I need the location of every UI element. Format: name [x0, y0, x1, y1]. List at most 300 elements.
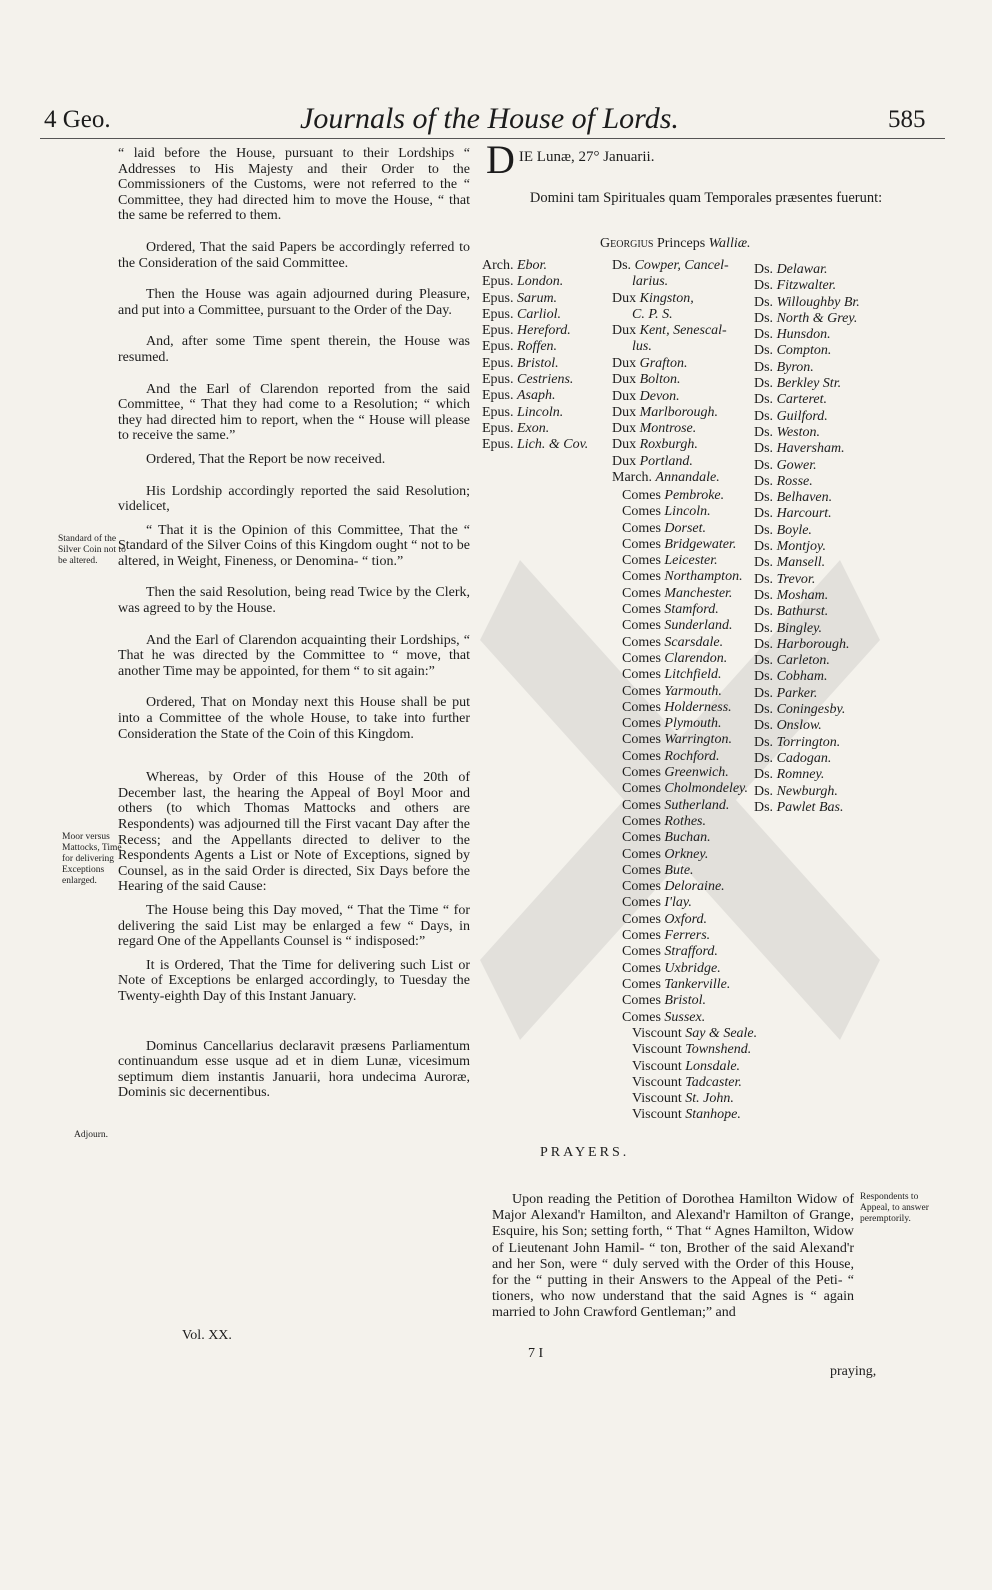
roll-entry	[622, 602, 748, 618]
rank-title: Epus.	[482, 388, 514, 404]
roll-entry	[622, 521, 748, 537]
rank-title: Comes	[622, 797, 661, 813]
roll-entry	[754, 474, 860, 490]
peer-name: Sarum.	[517, 290, 558, 306]
rank-title: Ds.	[754, 490, 774, 506]
roll-entry	[622, 488, 748, 504]
rank-title: Ds.	[754, 750, 774, 766]
rank-title: Epus.	[482, 274, 514, 290]
peer-name: Sunderland.	[664, 618, 733, 634]
paragraph: Ordered, That the said Papers be accordingly referred to the Consideration of the said Committee.	[118, 239, 470, 271]
peer-name: Romney.	[776, 767, 825, 783]
peer-name: Oxford.	[664, 911, 708, 927]
header-regnal: 4 Geo.	[44, 106, 111, 133]
rank-title: Comes	[622, 683, 661, 699]
margin-note-standard: Standard of the Silver Coin not to be altered.	[58, 534, 126, 566]
lords-present-heading: Domini tam Spirituales quam Temporales præsentes fuerunt:	[529, 190, 883, 206]
rank-title: Ds.	[754, 799, 774, 815]
rank-title: Ds.	[754, 539, 774, 555]
rank-title: Comes	[622, 585, 661, 601]
roll-entry	[622, 553, 748, 569]
roll-entry	[622, 798, 748, 814]
roll-entry	[482, 372, 588, 388]
rank-title: Ds.	[612, 258, 632, 273]
roll-entry	[482, 274, 588, 290]
peer-name: Roffen.	[517, 339, 558, 355]
peer-name: Portland.	[639, 453, 693, 469]
peer-name: Haversham.	[776, 441, 845, 457]
roll-entry	[612, 258, 729, 274]
roll-entry	[754, 343, 860, 359]
peer-name: Fitzwalter.	[776, 278, 837, 294]
rank-title: Comes	[622, 846, 661, 862]
signature-mark: 7 I	[528, 1346, 544, 1361]
roll-entry	[482, 356, 588, 372]
rank-title: March.	[612, 470, 653, 486]
bishops-list	[482, 258, 588, 454]
roll-entry	[632, 1091, 757, 1107]
rank-title: Comes	[622, 944, 661, 960]
rank-title: Comes	[622, 618, 661, 634]
rank-title: Ds.	[754, 457, 774, 473]
paragraph: His Lordship accordingly reported the said Resolution; videlicet,	[118, 483, 470, 515]
rank-title: Ds.	[754, 587, 774, 603]
rank-title: Dux	[612, 453, 637, 469]
roll-entry	[754, 392, 860, 408]
rank-title: Epus.	[482, 290, 514, 306]
rank-title: Comes	[622, 699, 661, 715]
roll-entry	[754, 458, 860, 474]
roll-entry	[612, 291, 729, 307]
roll-entry	[612, 274, 729, 290]
peer-name: Hunsdon.	[776, 327, 831, 343]
roll-entry	[612, 454, 720, 470]
viscounts-list	[632, 1026, 757, 1124]
rank-title: Ds.	[754, 685, 774, 701]
roll-entry	[754, 588, 860, 604]
paragraph: Then the said Resolution, being read Twice by the Clerk, was agreed to by the House.	[118, 585, 470, 617]
peer-name: Stamford.	[664, 602, 719, 618]
rank-title: Ds.	[754, 359, 774, 375]
rank-title: Dux	[612, 356, 637, 371]
peer-name: Carteret.	[776, 392, 827, 408]
margin-note-moor: Moor versus Mattocks, Time for delivering Exceptions enlarged.	[62, 832, 122, 886]
roll-entry	[754, 539, 860, 555]
roll-entry	[622, 863, 748, 879]
roll-entry	[622, 977, 748, 993]
roll-entry	[622, 504, 748, 520]
roll-entry	[754, 262, 860, 278]
rank-title: Epus.	[482, 339, 514, 355]
roll-entry	[622, 944, 748, 960]
roll-entry	[632, 1075, 757, 1091]
roll-entry	[632, 1026, 757, 1042]
roll-entry	[622, 635, 748, 651]
left-column	[118, 146, 470, 1117]
roll-entry	[754, 686, 860, 702]
peer-name: Sussex.	[664, 1009, 706, 1025]
rank-title: Comes	[622, 960, 661, 976]
peer-name: Harborough.	[776, 636, 850, 652]
peer-name: Deloraine.	[664, 879, 725, 895]
rank-title: Ds.	[754, 327, 774, 343]
roll-entry	[754, 311, 860, 327]
rank-title: Ds.	[754, 653, 774, 669]
roll-entry	[754, 669, 860, 685]
margin-note-adjourn: Adjourn.	[74, 1130, 109, 1140]
rank-title: Ds.	[754, 424, 774, 440]
rank-title: Comes	[622, 520, 661, 536]
rank-title: Arch.	[482, 258, 514, 273]
peer-name: Tankerville.	[664, 976, 731, 992]
roll-entry	[622, 586, 748, 602]
peer-name: Northampton.	[664, 569, 743, 585]
paragraph: Dominus Cancellarius declaravit præsens Parliamentum continuandum esse usque ad et in diem Lunæ, vicesimum septimum diem instantis Januarii, hora undecima Auroræ, Dominis sic decernentibus.	[118, 1038, 470, 1101]
peer-name: Orkney.	[664, 846, 709, 862]
peer-name: Belhaven.	[776, 490, 833, 506]
rank-title: Viscount	[632, 1042, 682, 1058]
rank-title: Comes	[622, 748, 661, 764]
roll-entry	[612, 470, 720, 486]
peer-name: Say & Seale.	[685, 1026, 758, 1041]
peer-name: Mosham.	[776, 587, 829, 603]
roll-entry	[754, 784, 860, 800]
paragraph: Whereas, by Order of this House of the 20th of December last, the hearing the Appeal of Boyl Moor and others (to which Thomas Mattocks and others are Respondents) was adjourned till the First vacant Day after the Recess; and the Appellants directed to deliver to the Respondents Agents a List or Note of Exceptions, signed by Counsel, as in the said Order is directed, Six Days before the Hearing of the said Cause:	[118, 770, 470, 895]
paragraph: “ That it is the Opinion of this Committee, That the “ Standard of the Silver Coins of this Kingdom ought “ not to be altered, in Weight, Fineness, or Denomina- “ tion.”	[118, 522, 470, 569]
sitting-heading	[486, 137, 926, 182]
peer-name: Ferrers.	[664, 928, 711, 944]
peer-name: Townshend.	[685, 1042, 752, 1058]
peer-name: Cowper, Cancel-	[634, 258, 729, 273]
peer-name: Coningesby.	[776, 702, 846, 718]
roll-entry	[754, 718, 860, 734]
roll-entry	[632, 1059, 757, 1075]
rank-title: Epus.	[482, 437, 514, 453]
catchword: praying,	[830, 1364, 877, 1379]
rank-title: Ds.	[754, 620, 774, 636]
roll-entry	[754, 702, 860, 718]
rank-title: Comes	[622, 569, 661, 585]
rank-title: Dux	[612, 421, 637, 437]
rank-title: Comes	[622, 781, 661, 797]
roll-entry	[622, 814, 748, 830]
peer-name: Cadogan.	[776, 750, 832, 766]
rank-title: Ds.	[754, 408, 774, 424]
peer-name: Bingley.	[776, 620, 823, 636]
roll-entry	[622, 928, 748, 944]
roll-entry	[622, 847, 748, 863]
peer-name: Montrose.	[639, 421, 697, 437]
rank-title: Viscount	[632, 1058, 682, 1074]
peer-name: Bathurst.	[776, 604, 829, 620]
peer-name: Bridgewater.	[664, 536, 737, 552]
roll-entry	[754, 441, 860, 457]
roll-entry	[632, 1042, 757, 1058]
paragraph: And, after some Time spent therein, the House was resumed.	[118, 334, 470, 365]
rank-title: Ds.	[754, 571, 774, 587]
roll-entry	[622, 879, 748, 895]
rank-title: Dux	[612, 437, 637, 453]
rank-title: Comes	[622, 830, 661, 846]
rank-title: Comes	[622, 993, 661, 1009]
peer-name: Dorset.	[664, 520, 707, 536]
peer-name: Cholmondeley.	[664, 781, 748, 797]
peer-name: Bute.	[664, 862, 694, 878]
rank-title: Dux	[612, 388, 637, 404]
peer-name: C. P. S.	[632, 306, 673, 322]
barons-list	[754, 262, 860, 816]
peer-name: Bristol.	[517, 355, 559, 371]
rank-title: Ds.	[754, 604, 774, 620]
roll-entry	[482, 307, 588, 323]
peer-name: Berkley Str.	[776, 376, 842, 392]
roll-entry	[622, 667, 748, 683]
peer-name: Mansell.	[776, 555, 826, 571]
peer-name: Cobham.	[776, 669, 828, 685]
roll-entry	[622, 684, 748, 700]
rank-title: Comes	[622, 536, 661, 552]
rank-title: Comes	[622, 879, 661, 895]
roll-entry	[612, 437, 720, 453]
margin-note-respondents: Respondents to Appeal, to answer peremptorily.	[860, 1192, 929, 1224]
roll-entry	[482, 291, 588, 307]
rank-title: Ds.	[754, 522, 774, 538]
rank-title: Ds.	[754, 376, 774, 392]
peer-name: Bolton.	[639, 372, 681, 388]
rank-title: Dux	[612, 404, 637, 420]
peer-name: Rothes.	[664, 813, 706, 829]
roll-entry	[622, 537, 748, 553]
peer-name: Montjoy.	[776, 539, 826, 555]
peer-name: Buchan.	[664, 830, 711, 846]
roll-entry	[482, 258, 588, 274]
peer-name: Devon.	[639, 388, 680, 404]
roll-entry	[482, 339, 588, 355]
roll-entry	[622, 765, 748, 781]
paragraph: Ordered, That on Monday next this House shall be put into a Committee of the whole House, to take into further Consideration the State of the Coin of this Kingdom.	[118, 695, 470, 742]
roll-entry	[612, 307, 729, 323]
rank-title: Ds.	[754, 506, 774, 522]
peer-name: larius.	[632, 274, 669, 290]
peer-name: Trevor.	[776, 571, 816, 587]
peer-name: Roxburgh.	[639, 437, 698, 453]
roll-entry	[754, 621, 860, 637]
peer-name: Sutherland.	[664, 797, 730, 813]
peer-name: Rosse.	[776, 473, 813, 489]
peer-name: Torrington.	[776, 734, 841, 750]
rank-title: Comes	[622, 862, 661, 878]
roll-entry	[482, 323, 588, 339]
peer-name: Delawar.	[776, 262, 828, 277]
roll-entry	[754, 653, 860, 669]
paragraph: The House being this Day moved, “ That the Time “ for delivering the said List may be enlarged a few “ Days, in regard One of the Appellants Counsel is “ indisposed:”	[118, 902, 470, 950]
rank-title: Epus.	[482, 404, 514, 420]
peer-name: Scarsdale.	[664, 634, 724, 650]
peer-name: Carleton.	[776, 653, 830, 669]
rank-title: Comes	[622, 895, 661, 911]
roll-entry	[632, 1107, 757, 1123]
peer-name: Guilford.	[776, 408, 828, 424]
paragraph: Then the House was again adjourned during Pleasure, and put into a Committee, pursuant to the Order of the Day.	[118, 287, 470, 318]
roll-entry	[754, 376, 860, 392]
peer-name: Lonsdale.	[685, 1058, 741, 1074]
rank-title: Dux	[612, 323, 637, 339]
dukes-list	[612, 356, 720, 486]
peer-name: Harcourt.	[776, 506, 832, 522]
rank-title: Comes	[622, 1009, 661, 1025]
roll-entry	[482, 405, 588, 421]
rank-title: Comes	[622, 716, 661, 732]
roll-entry	[622, 830, 748, 846]
peer-name: Willoughby Br.	[776, 294, 860, 310]
roll-entry	[754, 490, 860, 506]
rank-title: Epus.	[482, 323, 514, 339]
peer-name: Hereford.	[517, 323, 571, 339]
drop-cap: D	[486, 137, 515, 182]
peer-name: Newburgh.	[776, 783, 838, 799]
roll-entry	[622, 569, 748, 585]
peer-name: Onslow.	[776, 718, 822, 734]
roll-entry	[612, 339, 729, 355]
roll-entry	[622, 749, 748, 765]
rank-title: Ds.	[754, 669, 774, 685]
roll-entry	[622, 781, 748, 797]
rank-title: Comes	[622, 504, 661, 520]
page-number: 585	[888, 106, 926, 133]
rank-title: Epus.	[482, 355, 514, 371]
peer-name: Strafford.	[664, 944, 718, 960]
peer-name: Leicester.	[664, 553, 718, 569]
roll-entry	[754, 425, 860, 441]
peer-name: Holderness.	[664, 699, 732, 715]
volume-label: Vol. XX.	[182, 1328, 232, 1343]
roll-entry	[754, 751, 860, 767]
header-title: Journals of the House of Lords.	[300, 102, 679, 135]
roll-entry	[612, 389, 720, 405]
peer-name: Cestriens.	[517, 372, 574, 388]
peer-name: Plymouth.	[664, 716, 722, 732]
peer-name: London.	[517, 274, 564, 290]
peer-name: Gower.	[776, 457, 817, 473]
rank-title: Comes	[622, 928, 661, 944]
peer-name: Weston.	[776, 424, 820, 440]
rank-title: Comes	[622, 634, 661, 650]
peer-name: I'lay.	[664, 895, 692, 911]
rank-title: Comes	[622, 488, 661, 503]
rank-title: Comes	[622, 813, 661, 829]
rank-title: Ds.	[754, 636, 774, 652]
rank-title: Comes	[622, 553, 661, 569]
roll-entry	[754, 523, 860, 539]
paragraph: And the Earl of Clarendon reported from the said Committee, “ That they had come to a Resolution; “ which they had directed him to report, when the “ House will please to receive the same.”	[118, 381, 470, 444]
roll-entry	[622, 700, 748, 716]
roll-entry	[754, 800, 860, 816]
officers-list	[612, 258, 729, 356]
roll-entry	[612, 421, 720, 437]
prayers-heading: PRAYERS.	[540, 1145, 630, 1160]
roll-entry	[754, 278, 860, 294]
peer-name: Annandale.	[655, 470, 720, 486]
rank-title: Comes	[622, 732, 661, 748]
peer-name: St. John.	[685, 1091, 734, 1107]
peer-name: Boyle.	[776, 522, 812, 538]
rank-title: Ds.	[754, 473, 774, 489]
rank-title: Comes	[622, 911, 661, 927]
rank-title: Ds.	[754, 294, 774, 310]
sitting-date: IE Lunæ, 27° Januarii.	[518, 149, 655, 165]
roll-entry	[612, 356, 720, 372]
peer-name: Uxbridge.	[664, 960, 721, 976]
roll-entry	[622, 912, 748, 928]
rank-title: Epus.	[482, 306, 514, 322]
earls-list	[622, 488, 748, 1026]
peer-name: Lincoln.	[517, 404, 564, 420]
rank-title: Ds.	[754, 767, 774, 783]
roll-entry	[754, 735, 860, 751]
peer-name: Clarendon.	[664, 650, 728, 666]
peer-name: Tadcaster.	[685, 1074, 742, 1090]
rank-title: Ds.	[754, 392, 774, 408]
rank-title: Ds.	[754, 555, 774, 571]
peer-name: Yarmouth.	[664, 683, 722, 699]
prince-line: Georgius Princeps Walliæ.	[600, 236, 751, 251]
peer-name: Lincoln.	[664, 504, 711, 520]
roll-entry	[612, 405, 720, 421]
roll-entry	[622, 732, 748, 748]
peer-name: Manchester.	[664, 585, 733, 601]
roll-entry	[754, 327, 860, 343]
peer-name: Carliol.	[517, 306, 561, 322]
peer-name: Greenwich.	[664, 765, 729, 781]
petition-paragraph: Upon reading the Petition of Dorothea Hamilton Widow of Major Alexand'r Hamilton, and Alexand'r Hamilton of Grange, Esquire, his Son; setting forth, “ That “ Agnes Hamilton, Widow of Lieutenant John Hamil- “ ton, Brother of the said Alexand'r and her Son, were “ duly served with the Order of this House, for the “ putting in their Answers to the Appeal of the Peti- “ tioners, who now understand that the said Agnes is “ again married to John Crawford Gentleman;” and	[492, 1192, 854, 1321]
peer-name: Exon.	[517, 420, 550, 436]
rank-title: Viscount	[632, 1107, 682, 1123]
roll-entry	[622, 993, 748, 1009]
peer-name: lus.	[632, 339, 652, 355]
roll-entry	[482, 421, 588, 437]
roll-entry	[754, 360, 860, 376]
peer-name: Kent, Senescal-	[639, 323, 727, 339]
roll-entry	[622, 618, 748, 634]
peer-name: Parker.	[776, 685, 818, 701]
roll-entry	[754, 295, 860, 311]
roll-entry	[622, 1010, 748, 1026]
roll-entry	[622, 651, 748, 667]
roll-entry	[754, 604, 860, 620]
rank-title: Viscount	[632, 1074, 682, 1090]
rank-title: Ds.	[754, 702, 774, 718]
paragraph: And the Earl of Clarendon acquainting their Lordships, “ That he was directed by the Committee to “ move, that another Time may be appointed, for them “ to sit again:”	[118, 632, 470, 679]
rank-title: Viscount	[632, 1026, 682, 1041]
peer-name: Byron.	[776, 359, 814, 375]
rank-title: Epus.	[482, 372, 514, 388]
roll-entry	[612, 372, 720, 388]
peer-name: Compton.	[776, 343, 832, 359]
peer-name: Warrington.	[664, 732, 732, 748]
paragraph: It is Ordered, That the Time for delivering such List or Note of Exceptions be enlarged accordingly, to Tuesday the Twenty-eighth Day of this Instant January.	[118, 957, 470, 1004]
peer-name: Ebor.	[517, 258, 547, 273]
rank-title: Comes	[622, 765, 661, 781]
rank-title: Dux	[612, 290, 637, 306]
roll-entry	[754, 637, 860, 653]
rank-title: Comes	[622, 602, 661, 618]
roll-entry	[754, 767, 860, 783]
roll-entry	[622, 895, 748, 911]
peer-name: Bristol.	[664, 993, 707, 1009]
rank-title: Ds.	[754, 343, 774, 359]
rank-title: Comes	[622, 976, 661, 992]
roll-entry	[754, 572, 860, 588]
